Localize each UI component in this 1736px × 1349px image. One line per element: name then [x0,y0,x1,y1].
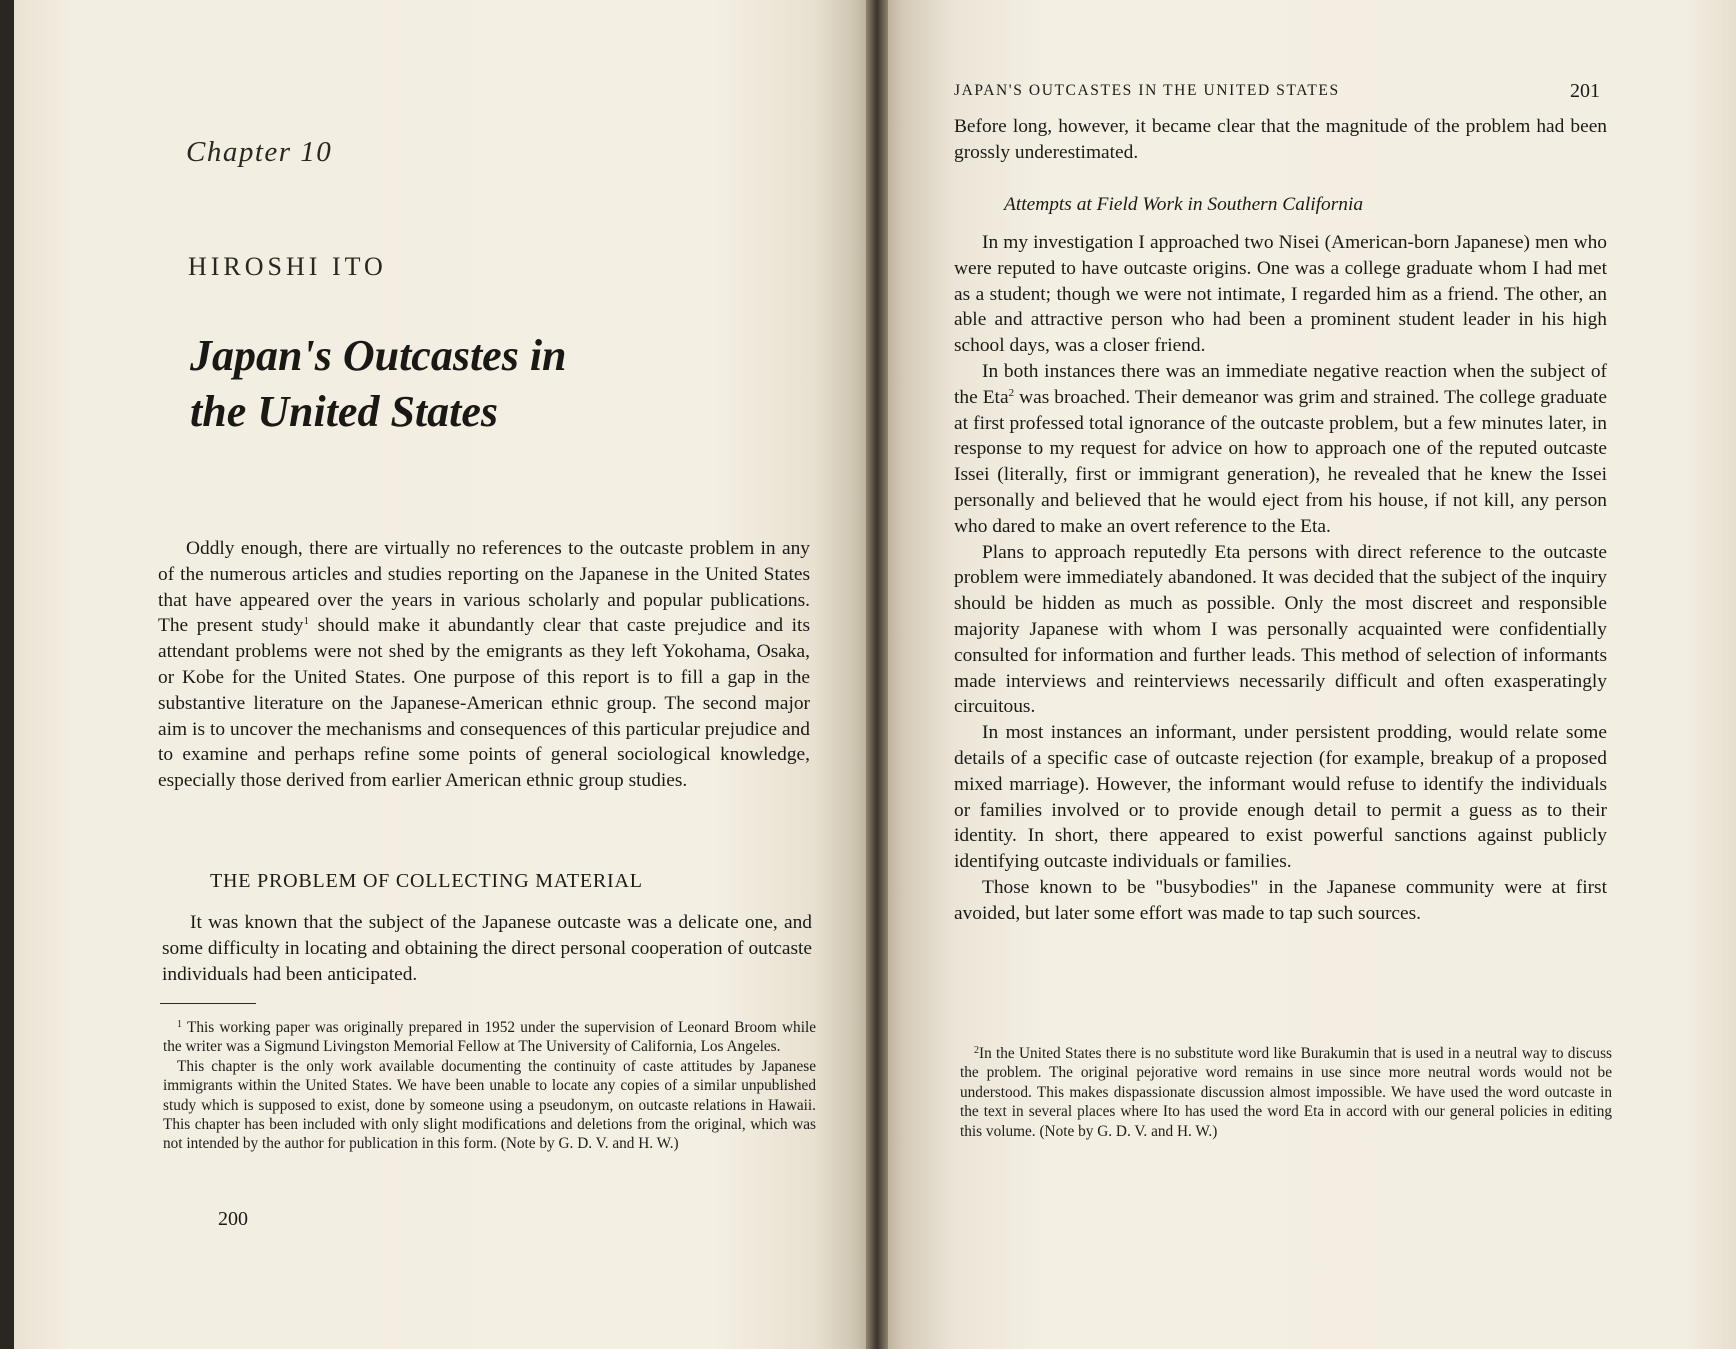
right-paragraph-2 [954,359,1607,540]
chapter-title-line-1: Japan's Outcastes in [190,331,567,380]
right-paragraph-5: Those known to be "busybodies" in the Japanese community were at first avoided, but later some effort was made to tap such sources. [954,876,1607,924]
running-head: JAPAN'S OUTCASTES IN THE UNITED STATES [954,82,1340,99]
right-paragraph-4: In most instances an informant, under persistent prodding, would relate some details of a specific case of outcaste rejection (for example, breakup of a proposed mixed marriage). However, the informant would refuse to identify the individuals or families involved or to provide enough detail to permit a guess as to their identity. In short, there appeared to exist powerful sanctions against publicly identifying outcaste individuals or families. [954,722,1607,873]
footnote-1-para-1: This working paper was originally prepared in 1952 under the supervision of Leonard Broom while the writer was a Sigmund Livingston Memorial Fellow at The University of California, Los Angeles. [163,1019,816,1056]
continued-paragraph [954,114,1607,166]
footnote-2-marker: 2 [974,1045,979,1056]
intro-paragraph [158,536,810,794]
footnote-2-text: In the United States there is no substitute word like Burakumin that is used in a neutral way to discuss the problem. The original pejorative word remains in use since more neutral words would not be understood. This makes dispassionate discussion almost impossible. We have used the word outcaste in the text in several places where Ito has used the word Eta in accord with our general policies in editing this volume. (Note by G. D. V. and H. W.) [960,1045,1612,1140]
section-paragraph [162,910,812,987]
intro-text-b: should make it abundantly clear that caste prejudice and its attendant problems were not shed by the emigrants as they left Yokohama, Osaka, or Kobe for the United States. One purpose of this report is to fill a gap in the substantive literature on the Japanese-American ethnic group. The second major aim is to uncover the mechanisms and consequences of this particular prejudice and to examine and perhaps refine some points of general sociological knowledge, especially those derived from earlier American ethnic group studies. [158,615,810,792]
right-paragraph-2-text-a: In both instances there was an immediate negative reaction when the subject of the Eta [954,360,1607,408]
footnote-1-para-2: This chapter is the only work available documenting the continuity of caste attitudes by Japanese immigrants within the United States. We have been unable to locate any copies of a similar unpublished study which is supposed to exist, done by someone using a pseudonym, on outcaste relations in Hawaii. This chapter has been included with only slight modifications and deletions from the original, which was not intended by the author for publication in this form. (Note by G. D. V. and H. W.) [163,1057,816,1153]
footnote-ref-1: 1 [303,615,309,628]
continued-paragraph-text: Before long, however, it became clear that the magnitude of the problem had been grossly underestimated. [954,116,1607,163]
section-heading: THE PROBLEM OF COLLECTING MATERIAL [210,870,643,892]
right-paragraph-1: In my investigation I approached two Nisei (American-born Japanese) men who were reputed to have outcaste origins. One was a college graduate whom I had met as a student; though we were not intimate, I regarded him as a friend. The other, an able and attractive person who had been a prominent student leader in his high school days, was a closer friend. [954,232,1607,357]
footnote-2 [960,1044,1612,1141]
section-paragraph-text: It was known that the subject of the Japanese outcaste was a delicate one, and some difficulty in locating and obtaining the direct personal cooperation of outcaste individuals had been anticipated. [162,912,812,985]
chapter-label: Chapter 10 [186,136,333,168]
subsection-heading: Attempts at Field Work in Southern California [1004,194,1364,215]
footnote-1 [163,1018,816,1154]
chapter-title-line-2: the United States [190,387,499,436]
book-gutter [866,0,888,1349]
left-page-number: 200 [218,1208,248,1230]
right-paragraph-3: Plans to approach reputedly Eta persons with direct reference to the outcaste problem were immediately abandoned. It was decided that the subject of the inquiry should be hidden as much as possible. Only the most discreet and responsible majority Japanese with whom I was personally acquainted were confidentially consulted for information and further leads. This method of selection of informants made interviews and reinterviews necessarily difficult and often exasperatingly circuitous. [954,541,1607,718]
footnote-ref-2: 2 [1008,386,1015,399]
right-paragraph-2-text-b: was broached. Their demeanor was grim and strained. The college graduate at first professed total ignorance of the outcaste problem, but a few minutes later, in response to my request for advice on how to approach one of the reputed outcaste Issei (literally, first or immigrant generation), he revealed that he knew the Issei personally and believed that he would eject from his house, if not kill, any person who dared to make an overt reference to the Eta. [954,386,1607,537]
author-name: HIROSHI ITO [188,252,387,281]
right-body [954,230,1607,927]
intro-text-a: Oddly enough, there are virtually no references to the outcaste problem in any of the numerous articles and studies reporting on the Japanese in the United States that have appeared over the years in various scholarly and popular publications. The present study [158,538,810,637]
chapter-title [190,328,710,440]
footnote-rule [160,1003,256,1004]
right-page-number: 201 [1570,80,1600,102]
footnote-1-marker: 1 [177,1019,182,1030]
